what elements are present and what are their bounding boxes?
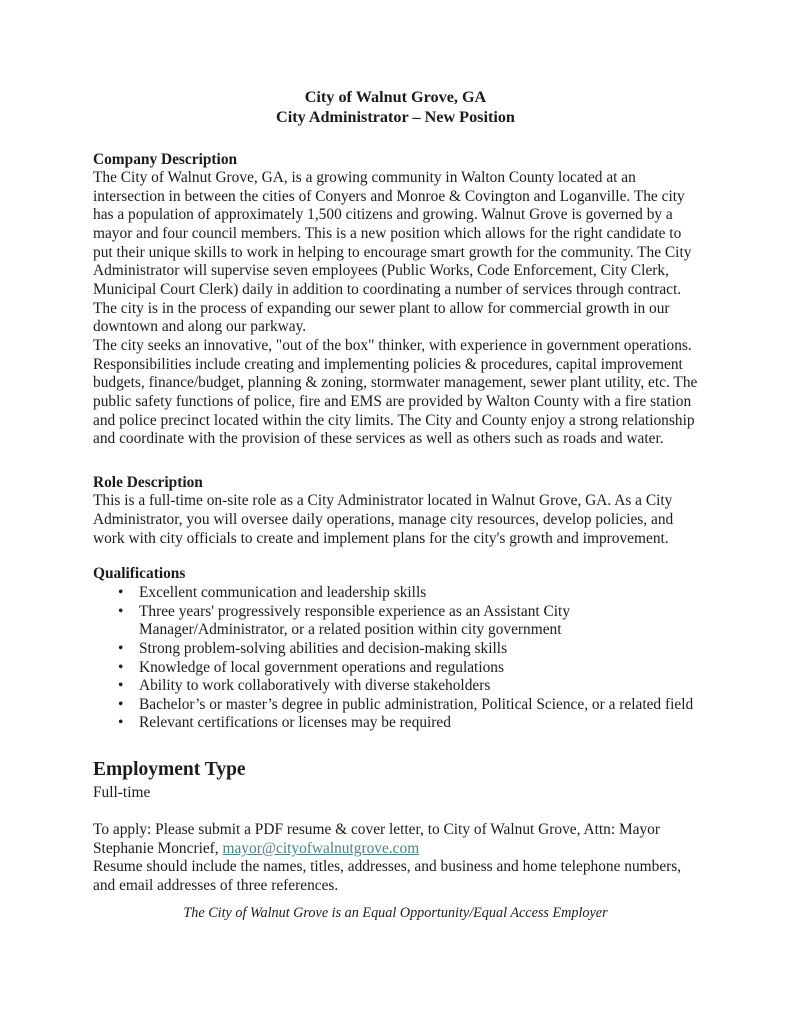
qualification-item: • Strong problem-solving abilities and decision-making skills: [93, 640, 698, 659]
apply-instructions: [93, 821, 698, 896]
role-description-heading: Role Description: [93, 473, 203, 491]
qualification-item: • Ability to work collaboratively with diverse stakeholders: [93, 677, 698, 696]
qualification-item: • Relevant certifications or licenses may be required: [93, 714, 698, 733]
document-title: [93, 88, 698, 128]
apply-paragraph: [93, 821, 698, 858]
mayor-email-link[interactable]: mayor@cityofwalnutgrove.com: [222, 839, 420, 857]
role-description-paragraph: This is a full-time on-site role as a City Administrator located in Walnut Grove, GA. As a City Administrator, you will oversee daily operations, manage city resources, develop policies, and work with city officials to create and implement plans for the city's growth and improvement.: [93, 492, 674, 547]
employment-type-value: Full-time: [93, 783, 151, 801]
qualification-item: • Excellent communication and leadership skills: [93, 584, 698, 603]
apply-text: To apply: Please submit a PDF resume & cover letter, to City of Walnut Grove, Attn: Mayor Stephanie Moncrief,: [93, 821, 661, 857]
qualification-item: • Bachelor’s or master’s degree in public administration, Political Science, or a related field: [93, 696, 698, 715]
document-title-line1: City of Walnut Grove, GA: [304, 88, 487, 106]
company-description-heading: Company Description: [93, 150, 238, 168]
qualification-item: • Knowledge of local government operations and regulations: [93, 659, 698, 678]
qualification-item: • Three years' progressively responsible experience as an Assistant City Manager/Administrator, or a related position within city government: [93, 603, 698, 640]
equal-opportunity-footer: The City of Walnut Grove is an Equal Opportunity/Equal Access Employer: [183, 904, 608, 921]
company-description-paragraph-1: The City of Walnut Grove, GA, is a growing community in Walton County located at an intersection in between the cities of Conyers and Monroe & Covington and Loganville. The city has a population of approximately 1,500 citizens and growing. Walnut Grove is governed by a mayor and four council members. This is a new position which allows for the right candidate to put their unique skills to work in helping to encourage smart growth for the community. The City Administrator will supervise seven employees (Public Works, Code Enforcement, City Clerk, Municipal Court Clerk) daily in addition to coordinating a number of services through contract. The city is in the process of expanding our sewer plant to allow for commercial growth in our downtown and along our parkway.: [93, 169, 692, 336]
resume-note-paragraph: Resume should include the names, titles, addresses, and business and home telephone numbers, and email addresses of three references.: [93, 858, 682, 895]
company-description-paragraph-2: The city seeks an innovative, "out of the box" thinker, with experience in government operations. Responsibilities include creating and implementing policies & procedures, capital improvement budgets, finance/budget, planning & zoning, stormwater management, sewer plant utility, etc. The public safety functions of police, fire and EMS are provided by Walton County with a fire station and police precinct located within the city limits. The City and County enjoy a strong relationship and coordinate with the provision of these services as well as others such as roads and water.: [93, 336, 698, 448]
document-title-line2: City Administrator – New Position: [276, 107, 515, 126]
qualifications-heading: Qualifications: [93, 565, 186, 583]
qualifications-list: [93, 584, 698, 733]
employment-type-heading: Employment Type: [93, 759, 246, 781]
